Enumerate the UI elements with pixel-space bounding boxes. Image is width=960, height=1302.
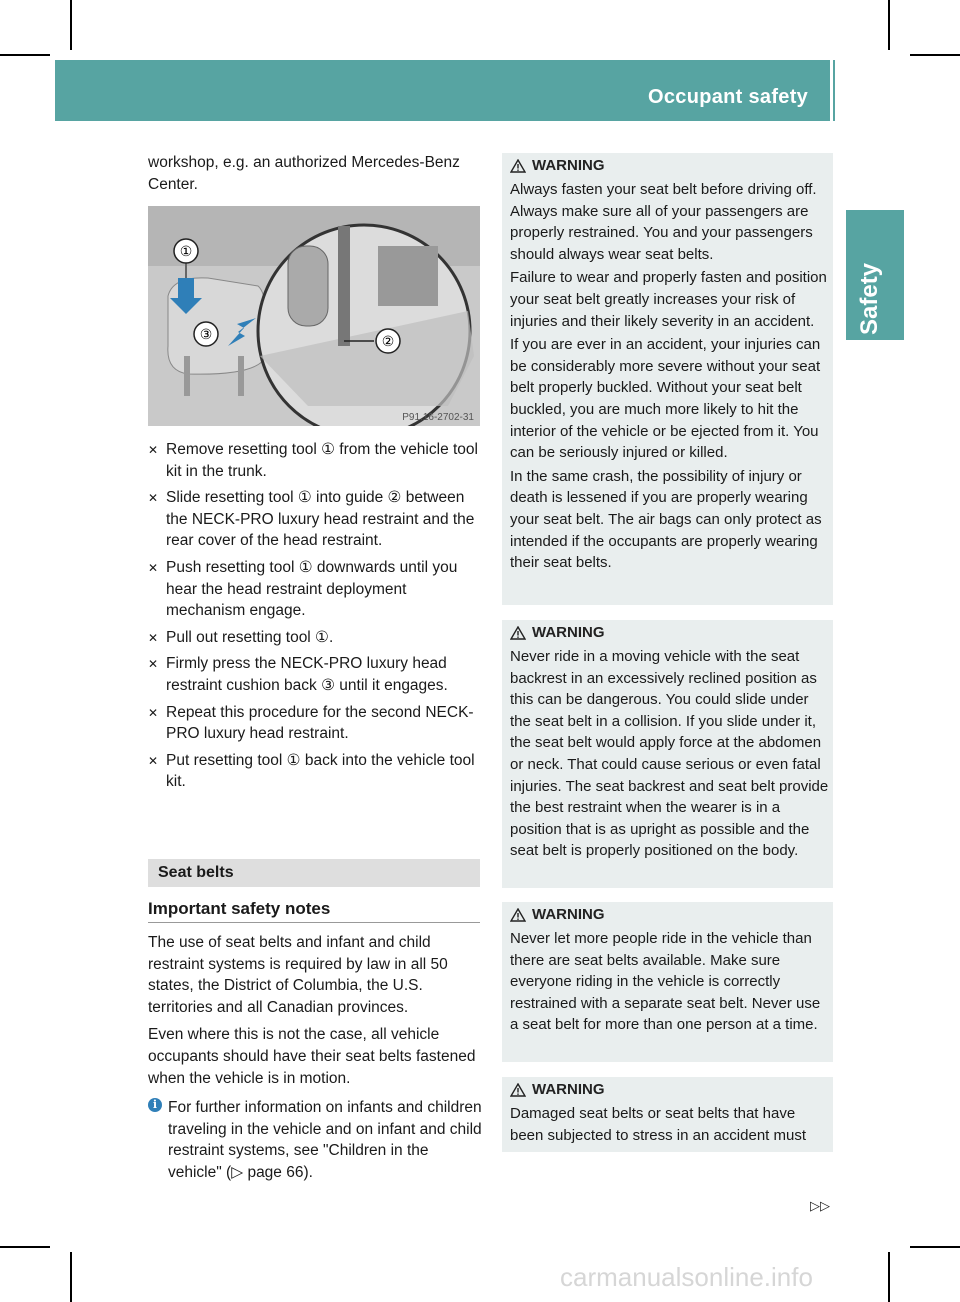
crop-mark [0, 1246, 50, 1248]
step-arrow-icon: ✕ [148, 560, 159, 575]
instruction-steps [148, 439, 482, 798]
warning-icon [510, 908, 526, 922]
crop-mark [70, 1252, 72, 1302]
warning-heading: WARNING [510, 902, 829, 928]
watermark: carmanualsonline.info [560, 1262, 813, 1292]
callout-3: ③ [199, 326, 213, 342]
step-arrow-icon: ✕ [148, 753, 159, 768]
page-title: Occupant safety [648, 86, 809, 108]
warning-text: Failure to wear and properly fasten and position your seat belt greatly increases your risk of injuries and their likely severity in an accident. [510, 269, 827, 330]
step-item: ✕ Pull out resetting tool ①. [148, 627, 482, 649]
intro-text: workshop, e.g. an authorized Mercedes-Benz Center. [148, 154, 460, 193]
warning-heading: WARNING [510, 620, 829, 646]
continue-arrows-icon: ▷▷ [810, 1198, 830, 1213]
body-text [148, 932, 482, 1095]
callout-2: ② [381, 333, 395, 349]
warning-text: Damaged seat belts or seat belts that have been subjected to stress in an accident must [510, 1105, 807, 1144]
warning-icon [510, 159, 526, 173]
warning-icon [510, 626, 526, 640]
crop-mark [0, 54, 50, 56]
figure-code: P91.16-2702-31 [402, 412, 474, 423]
warning-box [502, 153, 833, 605]
step-item: ✕ Repeat this procedure for the second NECK-PRO luxury head restraint. [148, 703, 474, 743]
paragraph: The use of seat belts and infant and child restraint systems is required by law in all 50 states, the District of Columbia, the U.S. territories and all Canadian provinces. [148, 934, 448, 1016]
step-item: ✕ Slide resetting tool ① into guide ② between the NECK-PRO luxury head restraint and the rear cover of the head restraint. [148, 489, 475, 550]
step-arrow-icon: ✕ [148, 657, 159, 672]
crop-mark [910, 1246, 960, 1248]
section-title: Seat belts [158, 864, 234, 881]
step-item: ✕ Remove resetting tool ① from the vehicle tool kit in the trunk. [148, 441, 478, 480]
warning-heading: WARNING [510, 1077, 829, 1103]
warning-text: If you are ever in an accident, your injuries can be considerably more severe without your seat belt properly buckled. Without your seat belt buckled, you are much more likely to hit the interior of the vehicle or be ejected from it. You can be seriously injured or killed. [510, 336, 821, 462]
step-arrow-icon: ✕ [148, 491, 159, 506]
step-item: ✕ Firmly press the NECK-PRO luxury head restraint cushion back ③ until it engages. [148, 655, 448, 694]
side-tab-label: Safety [856, 262, 883, 335]
divider [148, 922, 480, 923]
warning-box [502, 902, 833, 1062]
warning-box [502, 1077, 833, 1152]
warning-text: Always fasten your seat belt before driving off. Always make sure all of your passengers are properly restrained. You and your passengers should always wear seat belts. [510, 181, 817, 263]
crop-mark [888, 0, 890, 50]
info-note: For further information on infants and children traveling in the vehicle and on infant and child restraint systems, see "Children in the vehicle" (▷ page 66). [168, 1099, 482, 1181]
warning-box [502, 620, 833, 888]
info-icon: i [148, 1098, 162, 1112]
crop-mark [888, 1252, 890, 1302]
warning-text: Never let more people ride in the vehicle than there are seat belts available. Make sure everyone riding in the vehicle is correctly restrained with a separate seat belt. Never use a seat belt for more than one person at a time. [510, 930, 821, 1034]
warning-text: Never ride in a moving vehicle with the seat backrest in an excessively reclined position as this can be dangerous. You could slide under the seat belt in a collision. If you slide under it, the seat belt would apply force at the abdomen or neck. That could cause serious or even fatal injuries. The seat backrest and seat belt provide the best restraint when the wearer is in a position that is as upright as possible and the seat belt is properly positioned on the body. [510, 648, 829, 860]
step-arrow-icon: ✕ [148, 630, 159, 645]
warning-text: In the same crash, the possibility of injury or death is lessened if you are properly wearing your seat belt. The air bags can only protect as intended if the occupants are properly wearing their seat belts. [510, 467, 822, 572]
crop-mark [70, 0, 72, 50]
crop-mark [910, 54, 960, 56]
callout-1: ① [179, 243, 193, 259]
paragraph: Even where this is not the case, all vehicle occupants should have their seat belts fastened when the vehicle is in motion. [148, 1026, 476, 1087]
step-arrow-icon: ✕ [148, 443, 159, 457]
figure-head-restraint [148, 206, 480, 426]
step-item: ✕ Put resetting tool ① back into the vehicle tool kit. [148, 751, 475, 791]
warning-heading: WARNING [510, 153, 829, 179]
step-item: ✕ Push resetting tool ① downwards until you hear the head restraint deployment mechanism engage. [148, 558, 458, 620]
warning-icon [510, 1083, 526, 1097]
step-arrow-icon: ✕ [148, 705, 159, 720]
page-number: 61 [848, 86, 871, 108]
subsection-heading: Important safety notes [148, 899, 331, 918]
